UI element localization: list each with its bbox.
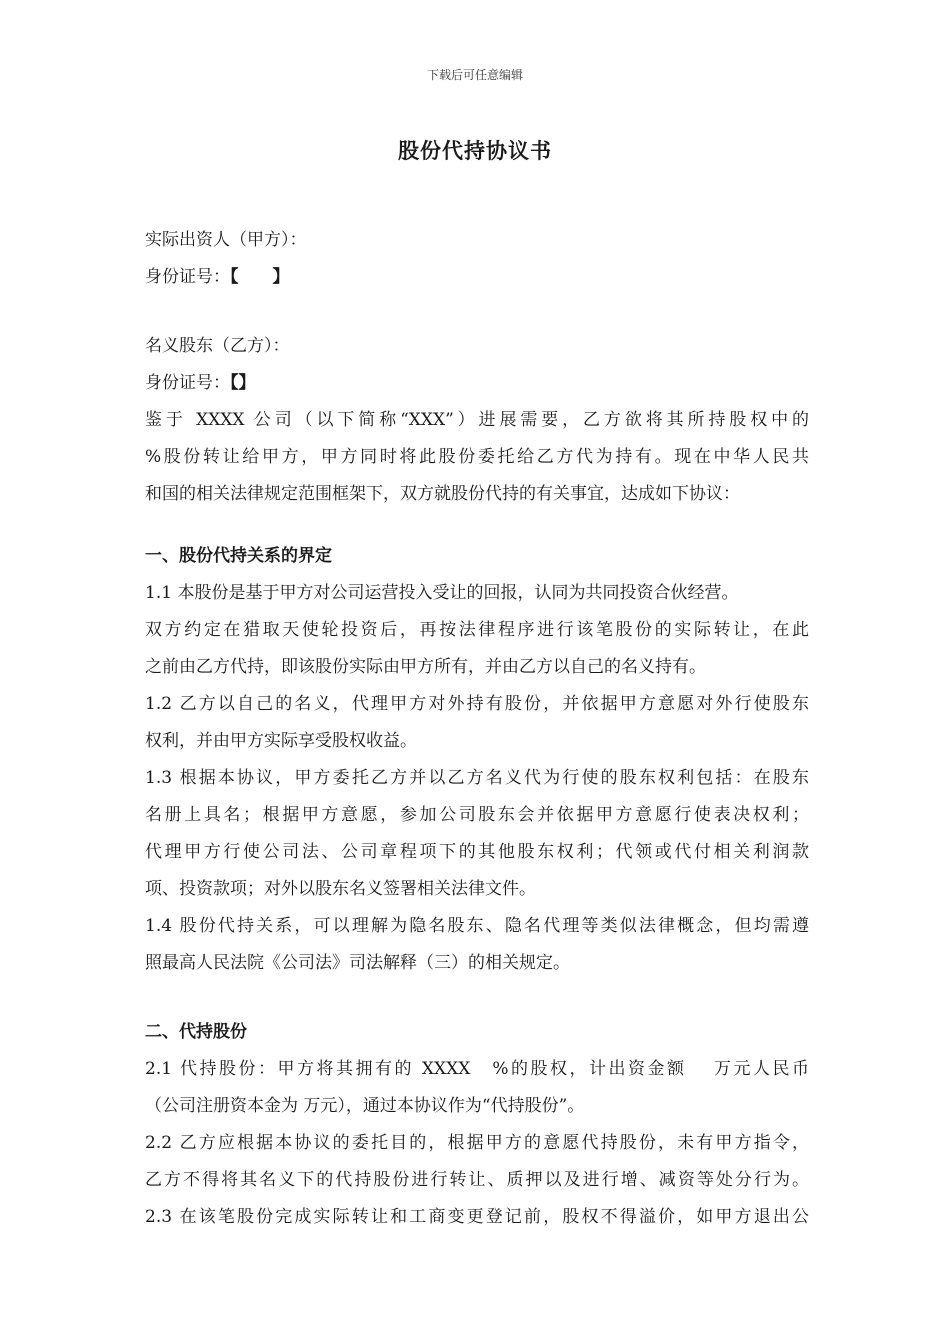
party-a-id-label: 身份证号：: [145, 267, 230, 287]
preamble-line: %股份转让给甲方，甲方同时将此股份委托给乙方代为持有。现在中华人民共: [145, 447, 809, 467]
section-1-heading: 一、股份代持关系的界定: [145, 546, 332, 566]
spacer: [145, 296, 809, 328]
section-2-line: （公司注册资本金为 万元），通过本协议作为“代持股份”。: [145, 1096, 585, 1116]
section-1-line: 代理甲方行使公司法、公司章程项下的其他股东权利；代领或代付相关利润款: [145, 842, 809, 862]
party-b-label: 名义股东（乙方）：: [145, 336, 290, 356]
preamble-line: 鉴于 XXXX 公司（以下简称“XXX”）进展需要，乙方欲将其所持股权中的: [145, 410, 809, 430]
section-1-line: 1.2 乙方以自己的名义，代理甲方对外持有股份，并依据甲方意愿对外行使股东: [145, 694, 809, 714]
section-2-line: 2.3 在该笔股份完成实际转让和工商变更登记前，股权不得溢价，如甲方退出公: [145, 1207, 809, 1227]
section-1-line: 1.1 本股份是基于甲方对公司运营投入受让的回报，认同为共同投资合伙经营。: [145, 583, 739, 603]
spacer: [145, 513, 809, 538]
document-body: [145, 222, 809, 1236]
section-2-line: 乙方不得将其名义下的代持股份进行转让、质押以及进行增、减资等处分行为。: [145, 1170, 809, 1190]
party-a-id-value: 【 】: [230, 267, 290, 287]
section-2-line: 2.1 代持股份：甲方将其拥有的 XXXX %的股权，计出资金额 万元人民币: [145, 1059, 809, 1079]
party-b-id-value: 【】: [230, 373, 256, 393]
section-1-line: 权利，并由甲方实际享受股权收益。: [145, 731, 417, 751]
party-b-id-label: 身份证号：: [145, 373, 230, 393]
section-1-line: 照最高人民法院《公司法》司法解释（三）的相关规定。: [145, 953, 570, 973]
section-1-line: 之前由乙方代持，即该股份实际由甲方所有，并由乙方以自己的名义持有。: [145, 657, 706, 677]
document-title: 股份代持协议书: [398, 139, 552, 163]
party-a-label: 实际出资人（甲方）：: [145, 230, 307, 250]
section-2-heading: 二、代持股份: [145, 1022, 247, 1042]
spacer: [145, 982, 809, 1014]
page-header-note: 下载后可任意编辑: [426, 68, 523, 82]
section-2-line: 2.2 乙方应根据本协议的委托目的，根据甲方的意愿代持股份，未有甲方指令，: [145, 1133, 809, 1153]
party-b-id-line: [145, 365, 809, 402]
section-1-line: 项、投资款项；对外以股东名义签署相关法律文件。: [145, 879, 536, 899]
section-1-line: 1.3 根据本协议，甲方委托乙方并以乙方名义代为行使的股东权利包括：在股东: [145, 768, 809, 788]
party-a-id-line: [145, 259, 809, 296]
preamble-line: 和国的相关法律规定范围框架下，双方就股份代持的有关事宜，达成如下协议：: [145, 484, 740, 504]
section-1-line: 1.4 股份代持关系，可以理解为隐名股东、隐名代理等类似法律概念，但均需遵: [145, 916, 809, 936]
section-1-line: 双方约定在猎取天使轮投资后，再按法律程序进行该笔股份的实际转让，在此: [145, 620, 809, 640]
section-1-line: 名册上具名；根据甲方意愿，参加公司股东会并依据甲方意愿行使表决权利；: [145, 805, 809, 825]
